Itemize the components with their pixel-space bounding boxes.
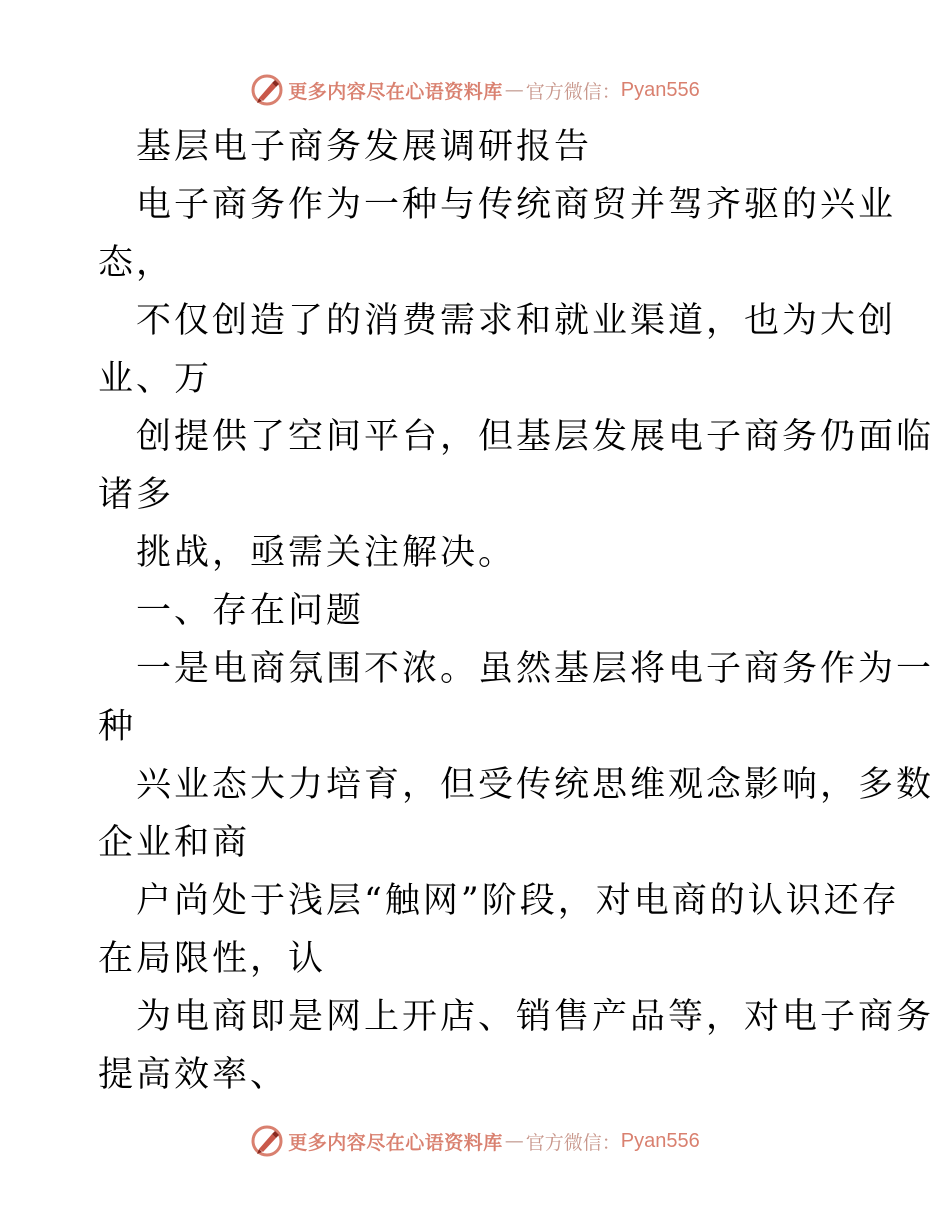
watermark-wechat-id: Pyan556 <box>620 78 700 101</box>
text-line: 电子商务作为一种与传统商贸并驾齐驱的兴业 <box>136 185 897 225</box>
text-line: 态， <box>98 243 175 283</box>
text-line: 企业和商 <box>98 823 251 863</box>
text-line: 不仅创造了的消费需求和就业渠道，也为大创 <box>136 301 897 341</box>
watermark-site-text: 更多内容尽在心语资料库 <box>288 80 503 103</box>
document-body <box>98 118 935 1104</box>
watermark-site-text: 更多内容尽在心语资料库 <box>288 1131 503 1154</box>
pen-logo-icon <box>250 73 284 107</box>
header-watermark <box>0 70 950 110</box>
text-line: 种 <box>98 707 137 747</box>
text-line: 在局限性，认 <box>98 939 327 979</box>
text-line: 兴业态大力培育，但受传统思维观念影响，多数 <box>136 765 935 805</box>
text-line: 一、存在问题 <box>136 591 365 631</box>
watermark-separator: — <box>504 1130 524 1152</box>
watermark-wechat-id: Pyan556 <box>620 1129 700 1152</box>
text-line: 业、万 <box>98 359 213 399</box>
text-line: 一是电商氛围不浓。虽然基层将电子商务作为一 <box>136 649 935 689</box>
footer-watermark <box>0 1121 950 1161</box>
watermark-separator: — <box>504 79 524 101</box>
text-line: 挑战，亟需关注解决。 <box>136 533 517 573</box>
text-line: 提高效率、 <box>98 1055 289 1095</box>
pen-logo-icon <box>250 1124 284 1158</box>
text-line: 创提供了空间平台，但基层发展电子商务仍面临 <box>136 417 935 457</box>
text-line: 户尚处于浅层“触网”阶段，对电商的认识还存 <box>136 881 900 921</box>
text-line: 基层电子商务发展调研报告 <box>136 127 593 167</box>
watermark-wechat-label: 官方微信： <box>525 1131 621 1154</box>
text-line: 为电商即是网上开店、销售产品等，对电子商务 <box>136 997 935 1037</box>
text-line: 诸多 <box>98 475 175 515</box>
watermark-wechat-label: 官方微信： <box>525 80 621 103</box>
